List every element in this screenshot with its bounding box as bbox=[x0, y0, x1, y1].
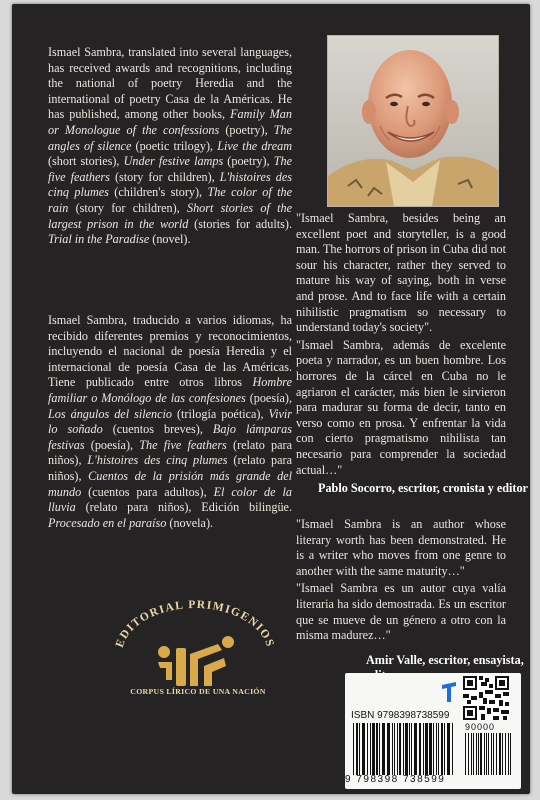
review-2-english: "Ismael Sambra is an author whose literary worth has been demonstrated. He is a writer who moves from one genre to another with the same maturity…" bbox=[296, 517, 506, 578]
author-bio-spanish: Ismael Sambra, traducido a varios idiomas, ha recibido diferentes premios y reconocimientos, incluyendo el nacional de poesía Heredia y el internacional de poesía Casa de las Américas. Tiene publicado entre otros libros Hombre familiar o Monólogo de las confesiones (poesía), Los ángulos del silencio (trilogía poética), Vivir lo soñado (cuentos breves), Bajo lámparas festivas (poesía), The five feathers (relato para niños), L'histoires des cinq plumes (relato para niños), Cuentos de la prisión más grande del mundo (cuentos para adultos), El color de la lluvia (relato para niños), Edición bilingüe. Procesado en el paraíso (novela). bbox=[48, 313, 293, 530]
publisher-name-text: EDITORIAL PRIMIGENIOS bbox=[113, 598, 277, 650]
reviews-block-2 bbox=[296, 517, 506, 646]
reviews-block-1 bbox=[296, 211, 506, 480]
price-barcode-icon bbox=[465, 733, 513, 775]
isbn-label: ISBN 9798398738599 bbox=[351, 710, 450, 721]
qr-code-icon bbox=[463, 676, 509, 720]
isbn-digits: 9 798398 738599 bbox=[345, 774, 446, 785]
barcode-panel bbox=[345, 673, 521, 789]
author-bio-english: Ismael Sambra, translated into several languages, has received awards and recognitions, including the national of poetry Heredia and the international of poetry Casa de la Américas. He has published, among other books, Family Man or Monologue of the confessions (poetry), The angles of silence (poetic trilogy), Live the dream (short stories), Under festive lamps (poetry), The five feathers (story for children), L'histoires des cinq plumes (children's story), The color of the rain (story for children), Short stories of the largest prison in the world (stories for adults). Trial in the Paradise (novel). bbox=[48, 45, 293, 247]
review-1-spanish: "Ismael Sambra, además de excelente poeta y narrador, es un buen hombre. Los horrores de la cárcel en Cuba no le agriaron el carácter, más bien le sirvieron para madurar su forma de decir, tanto en verso como en prosa. Y enfrentar la vida con cierto pragmatismo nihilista tan necesario para comprender la sociedad actual…" bbox=[296, 337, 506, 477]
book-back-cover bbox=[12, 4, 530, 794]
author-photo bbox=[327, 35, 499, 207]
isbn-barcode-icon bbox=[353, 723, 457, 775]
review-2-signature: Amir Valle, escritor, ensayista, bbox=[366, 653, 524, 667]
review-1-english: "Ismael Sambra, besides being an excellent poet and storyteller, is a good man. The horrors of prison in Cuba did not sour his character, rather they served to mature his way of saying, both in verse and prose. And to face life with a certain nihilistic pragmatism so necessary to understand today's society". bbox=[296, 211, 506, 335]
publisher-mark-icon bbox=[441, 681, 457, 703]
price-code: 90000 bbox=[465, 722, 496, 732]
publisher-name bbox=[114, 599, 276, 649]
publisher-emblem-icon bbox=[158, 636, 234, 686]
publisher-tagline: CORPUS LÍRICO DE UNA NACIÓN bbox=[130, 687, 266, 696]
review-1-signature: Pablo Socorro, escritor, cronista y editor bbox=[318, 481, 528, 495]
review-2-spanish: "Ismael Sambra es un autor cuya valía literaria ha sido demostrada. Es un escritor que se mueve de un género a otro con la misma madurez…" bbox=[296, 581, 506, 643]
